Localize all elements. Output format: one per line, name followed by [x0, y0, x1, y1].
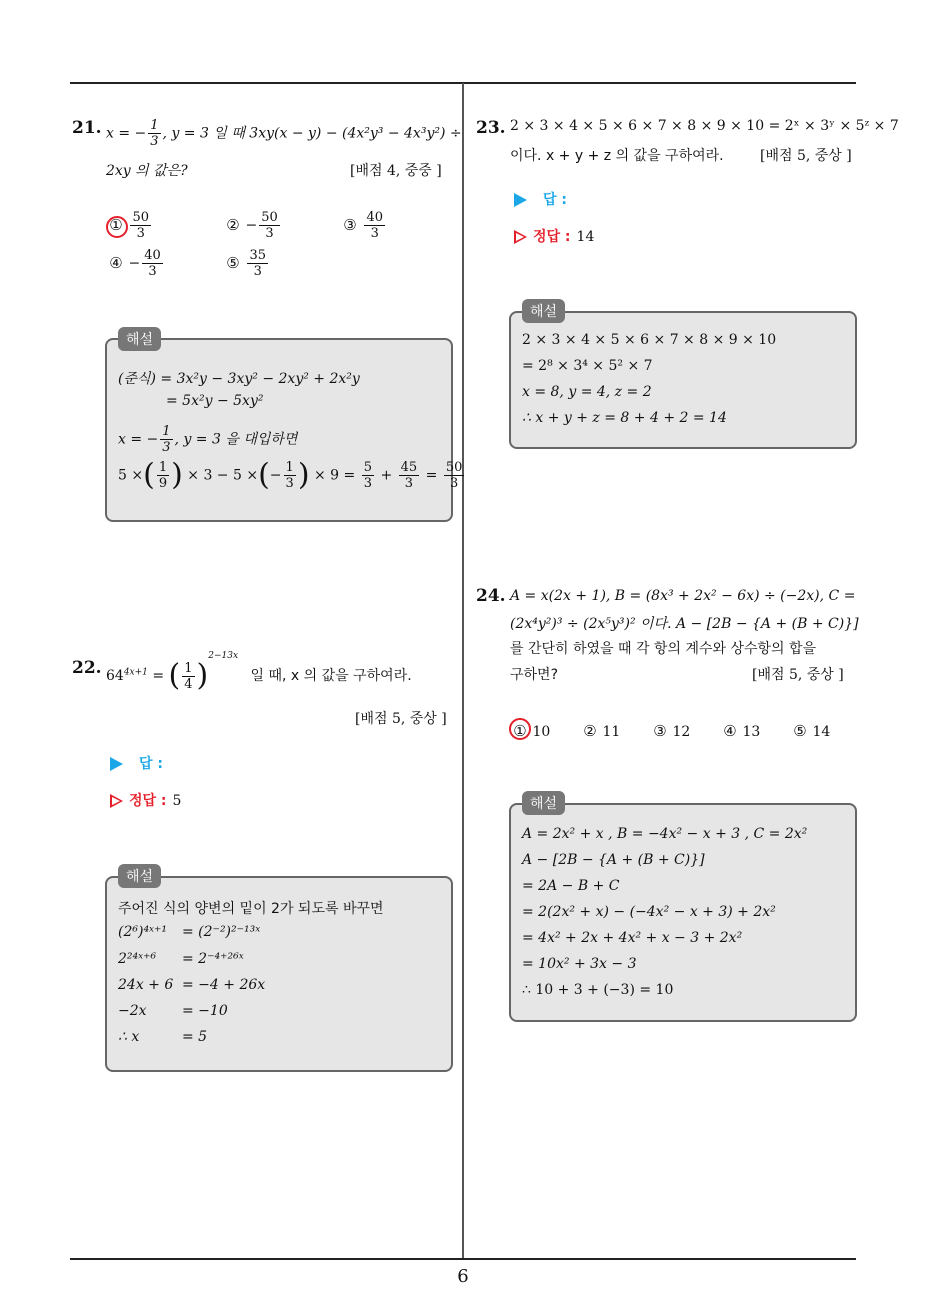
q21-line-1: x = − $\frac{1}{3}$ , y = 3 일 때 3xy(x − y) − (4x²y³ − 4x³y²) ÷ [106, 118, 462, 149]
solution-line: ∴ 10 + 3 + (−3) = 10 [522, 982, 674, 998]
bottom-rule [70, 1258, 856, 1260]
solution-line: ∴ x + y + z = 8 + 4 + 2 = 14 [522, 410, 727, 426]
answer-input[interactable]: 답 : [110, 753, 163, 773]
play-triangle-icon [514, 193, 527, 207]
fraction: $\frac{1}{3}$ [150, 118, 159, 149]
solution-line: −2x [118, 1003, 147, 1019]
q23-line-2: 이다. x + y + z 의 값을 구하여라. [510, 148, 724, 164]
solution-line: = 2(2x² + x) − (−4x² − x + 3) + 2x² [522, 904, 776, 920]
question-number: 23. [476, 118, 506, 138]
choice-1[interactable]: ① $\frac{50}{3}$ [109, 210, 149, 241]
solution-line: = 2A − B + C [522, 878, 620, 894]
solution-tag: 해설 [522, 299, 565, 323]
solution-line: ∴ x [118, 1029, 140, 1045]
solution-line: = 10x² + 3x − 3 [522, 956, 637, 972]
q24-line-4: 구하면? [510, 667, 559, 683]
solution-line: = 5 [182, 1029, 208, 1045]
choice-2[interactable]: ② 11 [583, 722, 621, 740]
solution-line: 24x + 6 [118, 977, 174, 993]
solution-line: = (2⁻²)²⁻¹³ˣ [182, 924, 261, 940]
solution-line: = −4 + 26x [182, 977, 266, 993]
solution-line: (준식) = 3x²y − 3xy² − 2xy² + 2x²y [118, 371, 360, 387]
choice-3[interactable]: ③ 12 [653, 722, 691, 740]
q24-line-3: 를 간단히 하였을 때 각 항의 계수와 상수항의 합을 [510, 641, 817, 657]
solution-line: x = − $\frac{1}{3}$ , y = 3 을 대입하면 [118, 424, 298, 455]
choice-3[interactable]: ③ $\frac{40}{3}$ [343, 210, 383, 241]
q21-score: [배점 4, 중중 ] [350, 163, 442, 179]
solution-tag: 해설 [118, 864, 161, 888]
column-divider [462, 83, 464, 1259]
outline-triangle-icon [110, 794, 123, 808]
solution-line: = 5x²y − 5xy² [166, 393, 264, 409]
choice-1[interactable]: ① 10 [513, 722, 551, 740]
solution-line: 2²⁴ˣ⁺⁶ [118, 951, 157, 967]
page-number: 6 [457, 1266, 469, 1287]
solution-tag: 해설 [118, 327, 161, 351]
choice-4[interactable]: ④ 13 [723, 722, 761, 740]
q23-score: [배점 5, 중상 ] [760, 148, 852, 164]
q23-line-1: 2 × 3 × 4 × 5 × 6 × 7 × 8 × 9 × 10 = 2ˣ × 3ʸ × 5ᶻ × 7 [510, 118, 899, 134]
solution-line: A = 2x² + x , B = −4x² − x + 3 , C = 2x² [522, 826, 808, 842]
question-number: 24. [476, 586, 506, 606]
q24-line-1: A = x(2x + 1), B = (8x³ + 2x² − 6x) ÷ (−2x), C = [510, 588, 856, 604]
solution-line: 5 ×( $\frac{1}{9}$ ) × 3 − 5 ×(− $\frac{1}{3}$ ) × 9 = $\frac{5}{3}$ + $\frac{45}{3}$ = $\frac{50}{3}$ [118, 457, 463, 493]
q22-score: [배점 5, 중상 ] [355, 711, 447, 727]
solution-line: x = 8, y = 4, z = 2 [522, 384, 652, 400]
solution-line: = 2⁸ × 3⁴ × 5² × 7 [522, 358, 653, 374]
correct-answer: 정답 : 14 [514, 226, 594, 246]
solution-line: (2⁶)⁴ˣ⁺¹ [118, 924, 168, 940]
q24-score: [배점 5, 중상 ] [752, 667, 844, 683]
question-number: 21. [72, 118, 102, 138]
solution-line: = 4x² + 2x + 4x² + x − 3 + 2x² [522, 930, 743, 946]
q22-line-1: $64^{4x+1}$ = ( $\frac{1}{4}$ )$^{2-13x}$ 일 때, x 의 값을 구하여라. [106, 651, 412, 693]
solution-line: 2 × 3 × 4 × 5 × 6 × 7 × 8 × 9 × 10 [522, 332, 777, 348]
solution-line: 주어진 식의 양변의 밑이 2가 되도록 바꾸면 [118, 901, 384, 917]
answer-input[interactable]: 답 : [514, 189, 567, 209]
solution-line: = 2⁻⁴⁺²⁶ˣ [182, 951, 244, 967]
correct-answer: 정답 : 5 [110, 790, 181, 810]
play-triangle-icon [110, 757, 123, 771]
question-number: 22. [72, 658, 102, 678]
choice-5[interactable]: ⑤ $\frac{35}{3}$ [226, 248, 266, 279]
outline-triangle-icon [514, 230, 527, 244]
choice-2[interactable]: ② − $\frac{50}{3}$ [226, 210, 278, 241]
solution-line: = −10 [182, 1003, 228, 1019]
q24-line-2: (2x⁴y²)³ ÷ (2x⁵y³)² 이다. A − [2B − {A + (B + C)}] [510, 616, 859, 632]
q21-line-2: 2xy 의 값은? [106, 163, 188, 179]
solution-line: A − [2B − {A + (B + C)}] [522, 852, 705, 868]
choice-4[interactable]: ④ − $\frac{40}{3}$ [109, 248, 161, 279]
choice-5[interactable]: ⑤ 14 [793, 722, 831, 740]
solution-tag: 해설 [522, 791, 565, 815]
